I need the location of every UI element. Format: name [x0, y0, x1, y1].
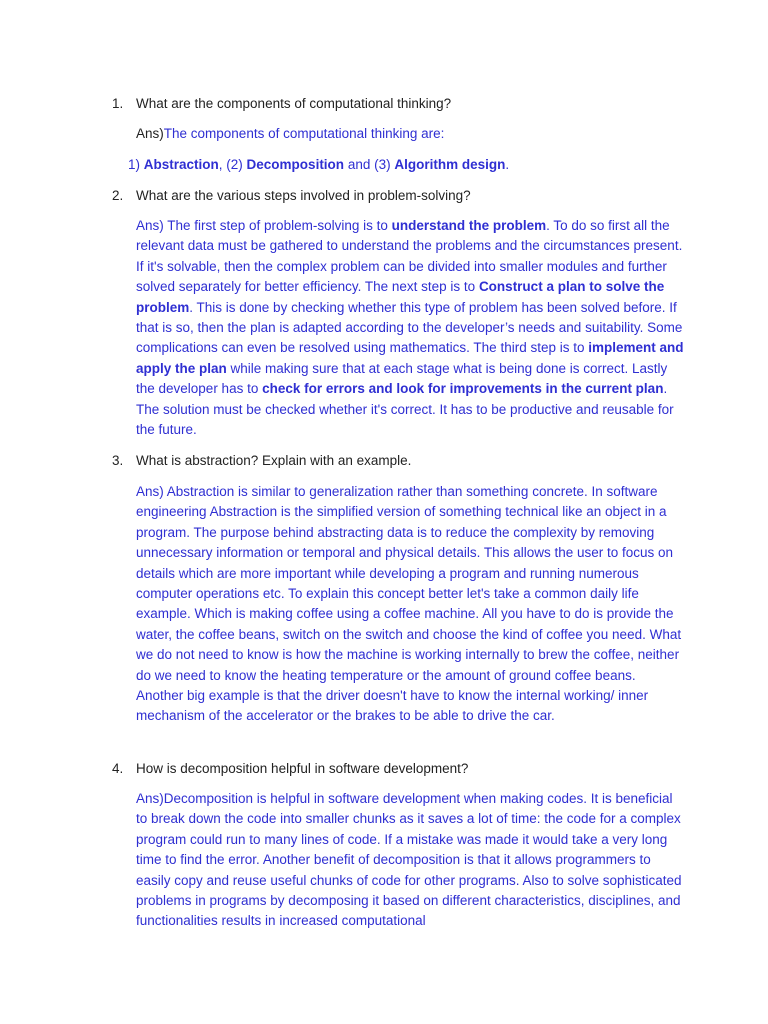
answer-2 — [136, 216, 684, 440]
question-text: How is decomposition helpful in software development? — [136, 761, 469, 776]
answer-emphasis: Construct a plan to solve the problem — [136, 279, 665, 315]
answer-4: Ans)Decomposition is helpful in software development when making codes. It is beneficial to break down the code into smaller chunks as it saves a lot of time: the code for a complex program could run to many lines of code. If a mistake was made it would take a very long time to find the error. Another benefit of decomposition is that it allows programmers to easily copy and reuse useful chunks of code for other programs. Also to solve sophisticated problems in programs by decomposing it based on different characteristics, disciplines, and functionalities results in increased computational — [136, 791, 682, 929]
list-item-algorithm-design: Algorithm design — [394, 157, 506, 172]
answer-emphasis: check for errors and look for improvements in the current plan — [262, 381, 664, 397]
answer-text: Ans) The first step of problem-solving is to — [136, 218, 392, 233]
question-4 — [112, 759, 712, 779]
answer-intro: The components of computational thinking are: — [163, 126, 445, 141]
question-3 — [112, 451, 712, 471]
answer-text: . To do so first all the relevant data must be gathered to understand the problems and the circumstances present. If it's solvable, then the complex problem can be divided into smaller modules and further solved separately for better efficiency. The next step is to — [136, 218, 683, 295]
answer-text: . This is done by checking whether this type of problem has been solved before. If that is so, then the plan is adapted according to the developer’s needs and suitability. Some complications can even be resolved using mathematics. The third step is to — [136, 299, 683, 356]
answer-emphasis: understand the problem — [391, 218, 547, 233]
list-text: and (3) — [344, 157, 395, 172]
question-number: 1. — [112, 96, 124, 111]
question-number: 4. — [112, 761, 124, 776]
question-number: 2. — [112, 188, 124, 203]
list-item-decomposition: Decomposition — [246, 157, 345, 172]
answer-emphasis: implement and apply the plan — [136, 340, 684, 376]
components-list — [128, 155, 509, 175]
answer-3: Ans) Abstraction is similar to generalization rather than something concrete. In software engineering Abstraction is the simplified version of something technical like an object in a program. The purpose behind abstracting data is to reduce the complexity by removing unnecessary information or temporal and physical details. This allows the user to focus on details which are more important while developing a program and running numerous computer operations etc. To explain this concept better let's take a common daily life example. Which is making coffee using a coffee machine. All you have to do is provide the water, the coffee beans, switch on the switch and choose the kind of coffee you need. What we do not need to know is how the machine is working internally to brew the coffee, neither do we need to know the heating temperature or the amount of ground coffee beans. Another big example is that the driver doesn't have to know the internal working/ inner mechanism of the accelerator or the brakes to be able to drive the car. — [136, 484, 682, 724]
answer-text: . The solution must be checked whether it's correct. It has to be productive and reusable for the future. — [136, 381, 674, 438]
question-text: What are the various steps involved in problem-solving? — [136, 188, 471, 203]
answer-1 — [136, 124, 684, 144]
question-text: What is abstraction? Explain with an example. — [136, 453, 412, 468]
question-1 — [112, 94, 712, 114]
question-2 — [112, 186, 712, 206]
list-text: . — [505, 157, 510, 172]
list-text: , (2) — [218, 157, 247, 172]
list-text: 1) — [128, 157, 144, 172]
answer-text: while making sure that at each stage what is being done is correct. Lastly the developer has to — [136, 360, 668, 397]
list-item-abstraction: Abstraction — [143, 157, 219, 172]
question-number: 3. — [112, 453, 124, 468]
question-text: What are the components of computational thinking? — [136, 96, 452, 111]
answer-prefix: Ans) — [136, 126, 164, 141]
